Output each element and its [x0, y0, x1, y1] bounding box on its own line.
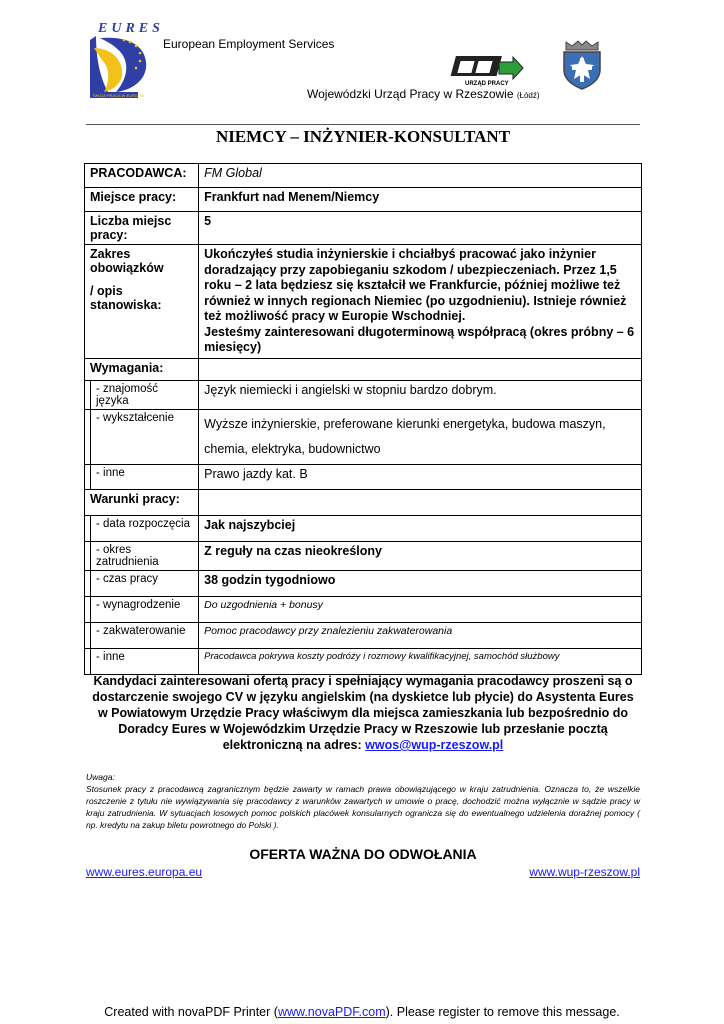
eures-logo — [86, 18, 164, 100]
req-other-label: - inne — [91, 464, 199, 489]
duties-label-line-1: Zakres obowiązków — [90, 247, 164, 275]
count-value: 5 — [199, 212, 642, 245]
wup-label — [307, 87, 540, 101]
place-label: Miejsce pracy: — [85, 188, 199, 212]
employer-value: FM Global — [199, 164, 642, 188]
table-row-cond-time — [85, 570, 642, 596]
wup-label-main: Wojewódzki Urząd Pracy w Rzeszowie — [307, 87, 514, 101]
table-row-req-lang — [85, 380, 642, 409]
note-title: Uwaga: — [86, 772, 115, 782]
place-value: Frankfurt nad Menem/Niemcy — [199, 188, 642, 212]
table-row-cond-other — [85, 648, 642, 674]
candidates-instructions — [86, 673, 640, 753]
offer-valid-heading: OFERTA WAŻNA DO ODWOŁANIA — [249, 846, 477, 862]
eures-label: European Employment Services — [163, 37, 335, 51]
count-label: Liczba miejsc pracy: — [85, 212, 199, 245]
table-row-cond-salary — [85, 596, 642, 622]
table-row-requirements — [85, 358, 642, 380]
cond-time-label: - czas pracy — [91, 570, 199, 596]
coat-of-arms-icon — [560, 38, 604, 90]
eures-logo-tagline: TWOJA PRACA W EUROPIE — [92, 93, 145, 98]
cond-housing-label: - zakwaterowanie — [91, 622, 199, 648]
req-edu-value — [199, 409, 642, 464]
table-row-employer — [85, 164, 642, 188]
req-lang-label: - znajomość języka — [91, 380, 199, 409]
requirements-label: Wymagania: — [85, 358, 199, 380]
req-edu-value-line-1: Wyższe inżynierskie, preferowane kierunki energetyka, budowa maszyn, — [204, 416, 606, 431]
req-other-value: Prawo jazdy kat. B — [199, 464, 642, 489]
req-edu-value-line-2: chemia, elektryka, budownictwo — [204, 441, 381, 456]
table-row-conditions — [85, 489, 642, 515]
novapdf-link[interactable]: www.novaPDF.com — [277, 1005, 386, 1019]
note-block — [86, 771, 640, 831]
duties-label-line-2: / opis stanowiska: — [90, 284, 162, 312]
table-row-count — [85, 212, 642, 245]
urzad-pracy-logo — [455, 52, 525, 88]
cond-start-value: Jak najszybciej — [199, 515, 642, 541]
table-row-place — [85, 188, 642, 212]
eures-logo-text: EURES — [98, 21, 164, 36]
cond-time-value: 38 godzin tygodniowo — [199, 570, 642, 596]
cond-salary-label: - wynagrodzenie — [91, 596, 199, 622]
employer-label: PRACODAWCA: — [85, 164, 199, 188]
cond-period-value: Z reguły na czas nieokreślony — [199, 541, 642, 570]
duties-value — [199, 245, 642, 359]
page-title: NIEMCY – INŻYNIER-KONSULTANT — [215, 127, 511, 146]
req-lang-value: Język niemiecki i angielski w stopniu bardzo dobrym. — [199, 380, 642, 409]
table-row-cond-housing — [85, 622, 642, 648]
note-text: Stosunek pracy z pracodawcą zagranicznym będzie zawarty w ramach prawa obowiązującego w kraju zatrudnienia. Oznacza to, że wszelkie roszczenie z tytułu nie wywiązywania się pracodawcy z warunków zawartych w umowie o pracę, dochodzić można wyłącznie w sądzie pracy w kraju zatrudnienia. W sytuacjach losowych pomoc polskich placówek konsularnych ogranicza się do ewentualnego udzielenia doraźnej pomocy ( np. kredytu na zakup biletu powrotnego do Polski ). — [86, 784, 640, 830]
duties-label — [85, 245, 199, 359]
table-row-duties — [85, 245, 642, 359]
candidates-text: Kandydaci zainteresowani ofertą pracy i spełniający wymagania pracodawcy proszeni są o dostarczenie swojego CV w języku angielskim (na dyskietce lub płycie) do Asystenta Eures w Powiatowym Urzędzie Pracy właściwym dla miejsca zamieszkania lub bezpośrednio do Doradcy Eures w Wojewódzkim Urzędzie Pracy w Rzeszowie lub przesłanie pocztą elektroniczną na adres: — [92, 674, 634, 752]
cond-housing-value: Pomoc pracodawcy przy znalezieniu zakwaterowania — [199, 622, 642, 648]
table-row-req-other — [85, 464, 642, 489]
req-edu-label: - wykształcenie — [91, 409, 199, 464]
cond-salary-value: Do uzgodnienia + bonusy — [199, 596, 642, 622]
urzad-pracy-logo-text: URZĄD PRACY — [465, 81, 509, 87]
cond-other-value: Pracodawca pokrywa koszty podróży i rozmowy kwalifikacyjnej, samochód służbowy — [199, 648, 642, 674]
cond-start-label: - data rozpoczęcia — [91, 515, 199, 541]
wup-website-link[interactable]: www.wup-rzeszow.pl — [529, 865, 640, 879]
footer-suffix: ). Please register to remove this message. — [385, 1005, 620, 1019]
wup-label-note: (Łódź) — [516, 91, 540, 100]
eures-website-link[interactable]: www.eures.europa.eu — [86, 865, 203, 879]
table-row-cond-start — [85, 515, 642, 541]
cond-period-label: - okres zatrudnienia — [91, 541, 199, 570]
cond-other-label: - inne — [91, 648, 199, 674]
table-row-req-edu — [85, 409, 642, 464]
candidates-email-link[interactable]: wwos@wup-rzeszow.pl — [365, 738, 504, 752]
novapdf-footer — [0, 1005, 724, 1019]
header-divider — [86, 124, 640, 125]
conditions-label: Warunki pracy: — [85, 489, 199, 515]
footer-prefix: Created with novaPDF Printer ( — [104, 1005, 278, 1019]
duties-value-cooperation: Jesteśmy zainteresowani długoterminową współpracą (okres próbny – 6 miesięcy) — [204, 324, 635, 354]
table-row-cond-period — [85, 541, 642, 570]
duties-value-text: Ukończyłeś studia inżynierskie i chciałbyś pracować jako inżynier doradzający przy zapobieganiu szkodom / ubezpieczeniach. Przez 1,5 roku – 2 lata będziesz się kształcił we Frankfurcie, później możliwe też również w innych regionach Niemiec (po uzgodnieniu). Istnieje również też możliwość pracy w Europie Wschodniej. — [204, 247, 627, 323]
offer-table — [84, 163, 642, 675]
